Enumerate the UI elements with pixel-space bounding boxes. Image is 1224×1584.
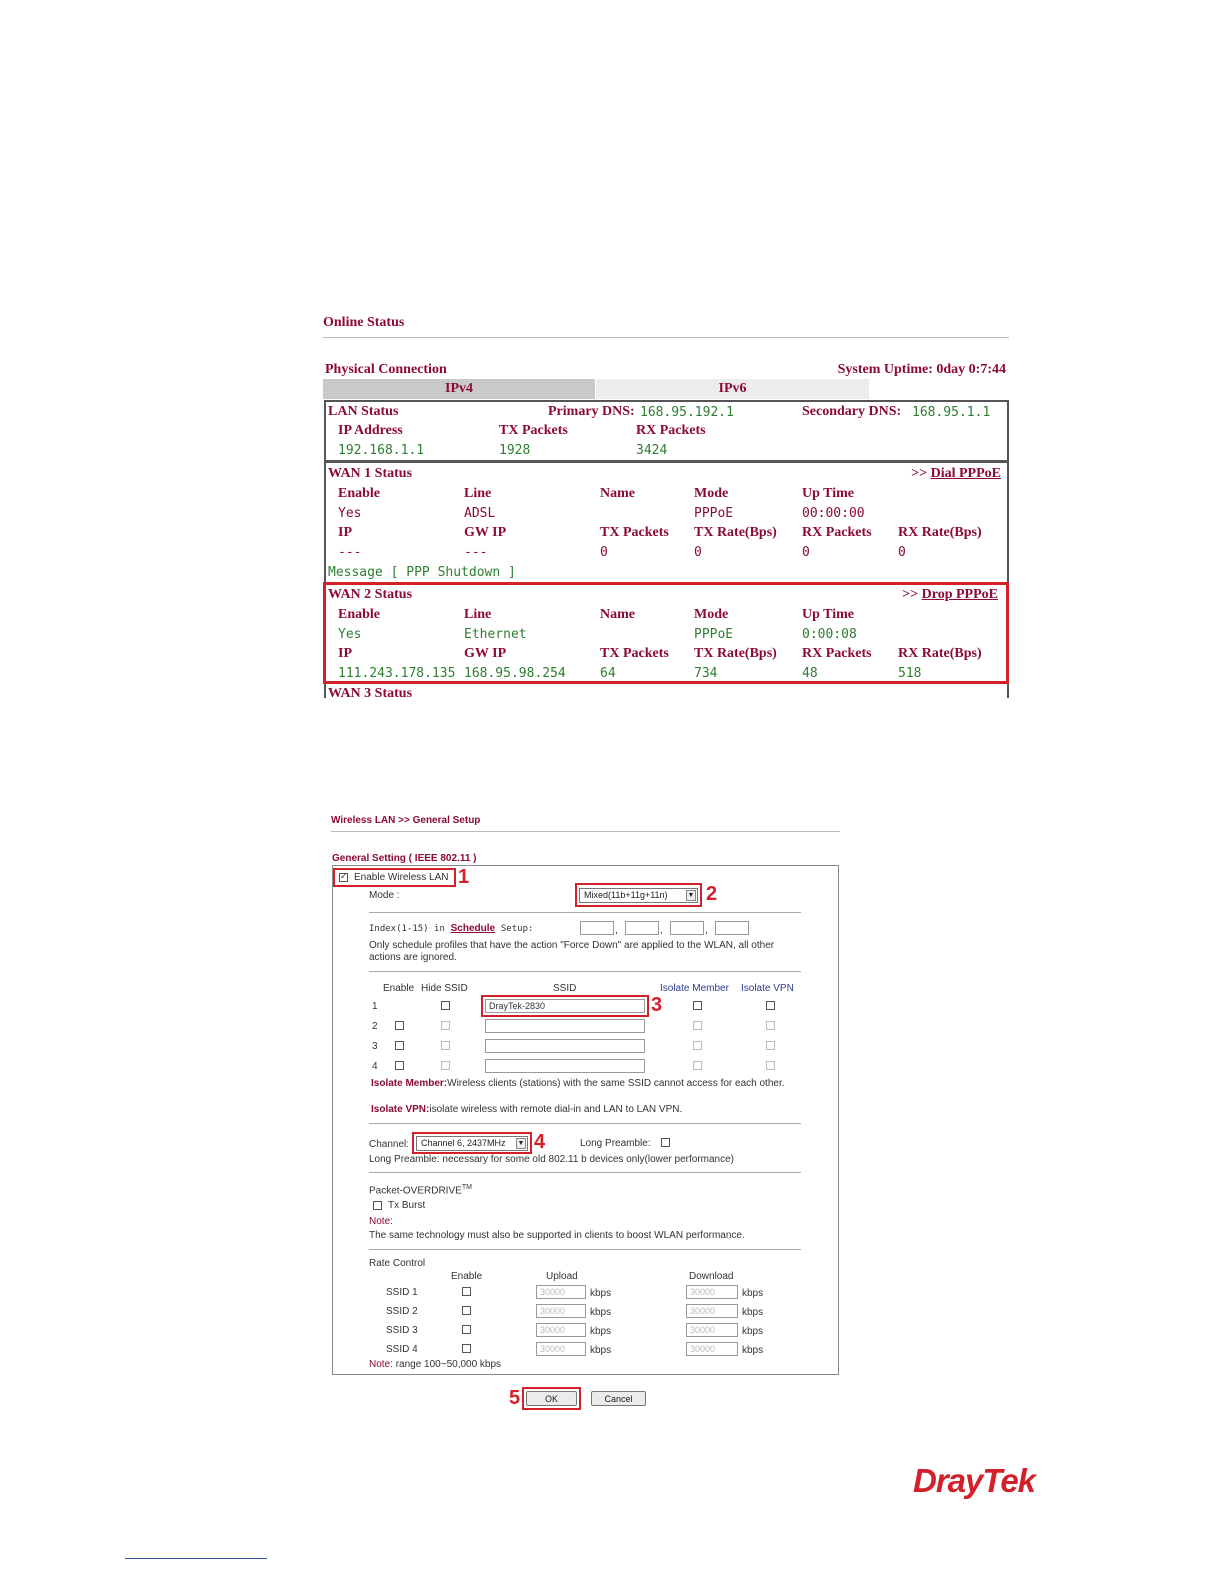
lan-rx-value: 3424 bbox=[636, 443, 668, 458]
enable-wlan-checkbox[interactable]: ✓ bbox=[340, 871, 348, 881]
isolate-member-note bbox=[371, 1078, 796, 1090]
range-note-text: range 100~50,000 kbps bbox=[395, 1359, 502, 1370]
ssid-index: 3 bbox=[372, 1041, 378, 1052]
divider bbox=[369, 1123, 801, 1124]
link-prefix: >> bbox=[902, 587, 919, 602]
callout-4: 4 bbox=[534, 1131, 546, 1153]
unit-label: kbps bbox=[742, 1307, 764, 1318]
tx-burst-checkbox[interactable] bbox=[373, 1201, 382, 1210]
ssid-input[interactable]: DrayTek-2830 bbox=[485, 999, 645, 1013]
primary-dns-label: Primary DNS: bbox=[548, 404, 635, 419]
wan1-message: Message [ PPP Shutdown ] bbox=[328, 565, 516, 580]
enable-ssid-checkbox[interactable] bbox=[395, 1061, 404, 1070]
overdrive-note: The same technology must also be supported in clients to boost WLAN performance. bbox=[369, 1230, 745, 1241]
wan1-status-panel bbox=[324, 461, 1009, 586]
divider bbox=[323, 337, 1009, 338]
schedule-link[interactable]: Schedule bbox=[450, 923, 496, 934]
wan1-rxrate-value: 0 bbox=[898, 545, 906, 560]
index-prefix: Index(1-15) in bbox=[369, 924, 445, 934]
lan-col-ip: IP Address bbox=[338, 423, 403, 438]
secondary-dns-value: 168.95.1.1 bbox=[912, 405, 991, 420]
unit-label: kbps bbox=[590, 1345, 612, 1356]
rate-ssid-label: SSID 1 bbox=[386, 1287, 418, 1298]
col-isolate-vpn: Isolate VPN bbox=[741, 983, 794, 994]
callout-2: 2 bbox=[706, 883, 718, 905]
packet-overdrive-label bbox=[369, 1184, 472, 1196]
long-preamble-checkbox[interactable] bbox=[661, 1138, 670, 1147]
wan1-uptime-value: 00:00:00 bbox=[802, 506, 865, 521]
callout-box-2 bbox=[575, 883, 702, 907]
wan1-rxpackets-value: 0 bbox=[802, 545, 810, 560]
wan1-col-txrate: TX Rate(Bps) bbox=[694, 525, 777, 540]
rate-ssid-label: SSID 3 bbox=[386, 1325, 418, 1336]
footer-line bbox=[125, 1558, 267, 1559]
dial-pppoe-label[interactable]: Dial PPPoE bbox=[930, 466, 1001, 481]
isolate-member-note-label: Isolate Member: bbox=[371, 1078, 448, 1089]
schedule-index-1[interactable] bbox=[580, 921, 614, 935]
comma: , bbox=[660, 925, 663, 936]
col-ssid: SSID bbox=[553, 983, 577, 994]
wan2-col-mode: Mode bbox=[694, 607, 729, 622]
wan1-gwip-value: --- bbox=[464, 545, 488, 560]
wan2-col-txrate: TX Rate(Bps) bbox=[694, 646, 777, 661]
unit-label: kbps bbox=[742, 1326, 764, 1337]
rate-col-enable: Enable bbox=[451, 1271, 483, 1282]
primary-dns-value: 168.95.192.1 bbox=[640, 405, 734, 420]
rate-enable-checkbox[interactable] bbox=[462, 1287, 471, 1296]
wan2-ip-value: 111.243.178.135 bbox=[338, 666, 456, 681]
wan2-txrate-value: 734 bbox=[694, 666, 718, 681]
lan-col-rx: RX Packets bbox=[636, 423, 706, 438]
wan1-col-name: Name bbox=[600, 486, 635, 501]
download-input[interactable]: 30000 bbox=[686, 1323, 738, 1337]
tab-ipv4[interactable]: IPv4 bbox=[323, 379, 595, 399]
isolate-member-checkbox[interactable] bbox=[693, 1001, 702, 1010]
divider bbox=[369, 1249, 801, 1250]
wan2-gwip-value: 168.95.98.254 bbox=[464, 666, 566, 681]
physical-connection-label: Physical Connection bbox=[325, 362, 447, 377]
schedule-index-4[interactable] bbox=[715, 921, 749, 935]
callout-box-1 bbox=[333, 868, 456, 887]
col-isolate-member: Isolate Member bbox=[660, 983, 729, 994]
wan2-rxrate-value: 518 bbox=[898, 666, 922, 681]
hide-ssid-checkbox[interactable] bbox=[441, 1001, 450, 1010]
rate-enable-checkbox[interactable] bbox=[462, 1306, 471, 1315]
isolate-vpn-note-label: Isolate VPN: bbox=[371, 1104, 430, 1115]
unit-label: kbps bbox=[590, 1326, 612, 1337]
unit-label: kbps bbox=[590, 1288, 612, 1299]
drop-pppoe-label[interactable]: Drop PPPoE bbox=[921, 587, 998, 602]
chevron-down-icon: ▼ bbox=[517, 1140, 525, 1147]
schedule-index-2[interactable] bbox=[625, 921, 659, 935]
wan2-col-rxpackets: RX Packets bbox=[802, 646, 872, 661]
divider bbox=[369, 1172, 801, 1173]
upload-input[interactable]: 30000 bbox=[536, 1285, 586, 1299]
wireless-lan-screenshot bbox=[331, 810, 851, 1420]
download-input[interactable]: 30000 bbox=[686, 1304, 738, 1318]
divider bbox=[369, 971, 801, 972]
upload-input[interactable]: 30000 bbox=[536, 1342, 586, 1356]
ssid-input[interactable] bbox=[485, 1059, 645, 1073]
index-suffix: Setup: bbox=[500, 924, 534, 934]
link-prefix: >> bbox=[911, 466, 928, 481]
wan1-col-txpackets: TX Packets bbox=[600, 525, 669, 540]
wan2-col-name: Name bbox=[600, 607, 635, 622]
lan-col-tx: TX Packets bbox=[499, 423, 568, 438]
col-hide-ssid: Hide SSID bbox=[421, 983, 468, 994]
overdrive-text: Packet-OVERDRIVE bbox=[369, 1185, 462, 1197]
wan1-enable-value: Yes bbox=[338, 506, 362, 521]
enable-wlan-label: Enable Wireless LAN bbox=[354, 872, 449, 883]
tab-ipv6[interactable]: IPv6 bbox=[596, 379, 869, 399]
isolate-vpn-checkbox[interactable] bbox=[766, 1041, 775, 1050]
page-title: Online Status bbox=[323, 315, 405, 330]
wan2-col-rxrate: RX Rate(Bps) bbox=[898, 646, 982, 661]
wan1-line-value: ADSL bbox=[464, 506, 496, 521]
callout-box-4 bbox=[412, 1132, 532, 1154]
secondary-dns-label: Secondary DNS: bbox=[802, 404, 902, 419]
isolate-vpn-checkbox[interactable] bbox=[766, 1001, 775, 1010]
wan1-col-rxrate: RX Rate(Bps) bbox=[898, 525, 982, 540]
schedule-index-3[interactable] bbox=[670, 921, 704, 935]
isolate-member-checkbox[interactable] bbox=[693, 1061, 702, 1070]
lan-status-panel bbox=[324, 400, 1009, 462]
wan1-col-uptime: Up Time bbox=[802, 486, 854, 501]
wan2-col-txpackets: TX Packets bbox=[600, 646, 669, 661]
wan1-col-ip: IP bbox=[338, 525, 352, 540]
lan-ip-value: 192.168.1.1 bbox=[338, 443, 425, 458]
rate-ssid-label: SSID 4 bbox=[386, 1344, 418, 1355]
wan1-col-line: Line bbox=[464, 486, 492, 501]
wan1-ip-value: --- bbox=[338, 545, 362, 560]
isolate-vpn-checkbox[interactable] bbox=[766, 1061, 775, 1070]
online-status-screenshot bbox=[323, 312, 1009, 698]
comma: , bbox=[705, 925, 708, 936]
wan2-col-enable: Enable bbox=[338, 607, 381, 622]
schedule-index-label bbox=[369, 923, 533, 934]
hide-ssid-checkbox[interactable] bbox=[441, 1061, 450, 1070]
rate-enable-checkbox[interactable] bbox=[462, 1344, 471, 1353]
callout-5: 5 bbox=[509, 1387, 521, 1409]
range-note bbox=[369, 1359, 501, 1370]
channel-label: Channel: bbox=[369, 1139, 410, 1150]
isolate-member-note-text: Wireless clients (stations) with the same SSID cannot access for each other. bbox=[447, 1078, 785, 1089]
col-enable: Enable bbox=[383, 983, 415, 994]
rate-control-title: Rate Control bbox=[369, 1258, 426, 1269]
wan2-line-value: Ethernet bbox=[464, 627, 527, 642]
draytek-logo: DrayTek bbox=[913, 1462, 1036, 1499]
wan2-title: WAN 2 Status bbox=[328, 587, 413, 602]
wan2-col-gwip: GW IP bbox=[464, 646, 507, 661]
tx-burst-label: Tx Burst bbox=[388, 1200, 426, 1211]
ssid-index: 4 bbox=[372, 1061, 378, 1072]
comma: , bbox=[615, 925, 618, 936]
unit-label: kbps bbox=[742, 1288, 764, 1299]
wan1-txpackets-value: 0 bbox=[600, 545, 608, 560]
long-preamble-note: Long Preamble: necessary for some old 802.11 b devices only(lower performance) bbox=[369, 1154, 734, 1165]
ssid-index: 2 bbox=[372, 1021, 378, 1032]
wan1-col-enable: Enable bbox=[338, 486, 381, 501]
ok-button[interactable]: OK bbox=[526, 1391, 577, 1406]
breadcrumb: Wireless LAN >> General Setup bbox=[331, 815, 481, 826]
wan1-title: WAN 1 Status bbox=[328, 466, 413, 481]
highlight-wan2 bbox=[323, 582, 1009, 684]
isolate-member-checkbox[interactable] bbox=[693, 1041, 702, 1050]
upload-input[interactable]: 30000 bbox=[536, 1323, 586, 1337]
wan2-col-line: Line bbox=[464, 607, 492, 622]
wan1-col-mode: Mode bbox=[694, 486, 729, 501]
schedule-note: Only schedule profiles that have the action "Force Down" are applied to the WLAN, all other actions are ignored. bbox=[369, 940, 775, 963]
callout-3: 3 bbox=[651, 994, 663, 1016]
channel-value: Channel 6, 2437MHz bbox=[421, 1138, 506, 1148]
mode-value: Mixed(11b+11g+11n) bbox=[584, 890, 668, 900]
isolate-member-checkbox[interactable] bbox=[693, 1021, 702, 1030]
rate-col-upload: Upload bbox=[546, 1271, 578, 1282]
enable-ssid-checkbox[interactable] bbox=[395, 1041, 404, 1050]
note-label: Note: bbox=[369, 1216, 393, 1227]
wan3-title-partial: WAN 3 Status bbox=[328, 686, 413, 698]
upload-input[interactable]: 30000 bbox=[536, 1304, 586, 1318]
wan2-col-uptime: Up Time bbox=[802, 607, 854, 622]
download-input[interactable]: 30000 bbox=[686, 1342, 738, 1356]
wan2-txpackets-value: 64 bbox=[600, 666, 616, 681]
hide-ssid-checkbox[interactable] bbox=[441, 1021, 450, 1030]
wan2-mode-value: PPPoE bbox=[694, 627, 734, 642]
rate-ssid-label: SSID 2 bbox=[386, 1306, 418, 1317]
enable-ssid-checkbox[interactable] bbox=[395, 1021, 404, 1030]
rate-col-download: Download bbox=[689, 1271, 734, 1282]
wan1-mode-value: PPPoE bbox=[694, 506, 734, 521]
wan2-uptime-value: 0:00:08 bbox=[802, 627, 857, 642]
cancel-button[interactable]: Cancel bbox=[591, 1391, 646, 1406]
ssid-index: 1 bbox=[372, 1001, 378, 1012]
wan2-col-ip: IP bbox=[338, 646, 352, 661]
dial-pppoe-link[interactable] bbox=[911, 466, 1001, 482]
ssid-input[interactable] bbox=[485, 1039, 645, 1053]
tm-mark: TM bbox=[461, 1184, 472, 1191]
wan2-enable-value: Yes bbox=[338, 627, 362, 642]
lan-status-title: LAN Status bbox=[328, 404, 399, 419]
divider bbox=[369, 912, 801, 913]
callout-box-3 bbox=[481, 995, 649, 1017]
divider bbox=[331, 831, 840, 832]
range-note-label: Note: bbox=[369, 1359, 393, 1370]
isolate-vpn-note bbox=[371, 1104, 682, 1115]
callout-box-5 bbox=[522, 1387, 581, 1410]
isolate-vpn-note-text: isolate wireless with remote dial-in and LAN to LAN VPN. bbox=[429, 1104, 683, 1115]
chevron-down-icon: ▼ bbox=[687, 892, 695, 899]
wan2-rxpackets-value: 48 bbox=[802, 666, 818, 681]
wan1-txrate-value: 0 bbox=[694, 545, 702, 560]
wan1-col-gwip: GW IP bbox=[464, 525, 507, 540]
lan-tx-value: 1928 bbox=[499, 443, 531, 458]
wan1-col-rxpackets: RX Packets bbox=[802, 525, 872, 540]
unit-label: kbps bbox=[742, 1345, 764, 1356]
unit-label: kbps bbox=[590, 1307, 612, 1318]
mode-label: Mode : bbox=[369, 890, 400, 901]
long-preamble-label: Long Preamble: bbox=[580, 1138, 651, 1149]
rate-enable-checkbox[interactable] bbox=[462, 1325, 471, 1334]
system-uptime: System Uptime: 0day 0:7:44 bbox=[837, 362, 1006, 377]
ssid-input[interactable] bbox=[485, 1019, 645, 1033]
isolate-vpn-checkbox[interactable] bbox=[766, 1021, 775, 1030]
general-setting-title: General Setting ( IEEE 802.11 ) bbox=[332, 853, 477, 864]
download-input[interactable]: 30000 bbox=[686, 1285, 738, 1299]
hide-ssid-checkbox[interactable] bbox=[441, 1041, 450, 1050]
callout-1: 1 bbox=[458, 866, 470, 888]
